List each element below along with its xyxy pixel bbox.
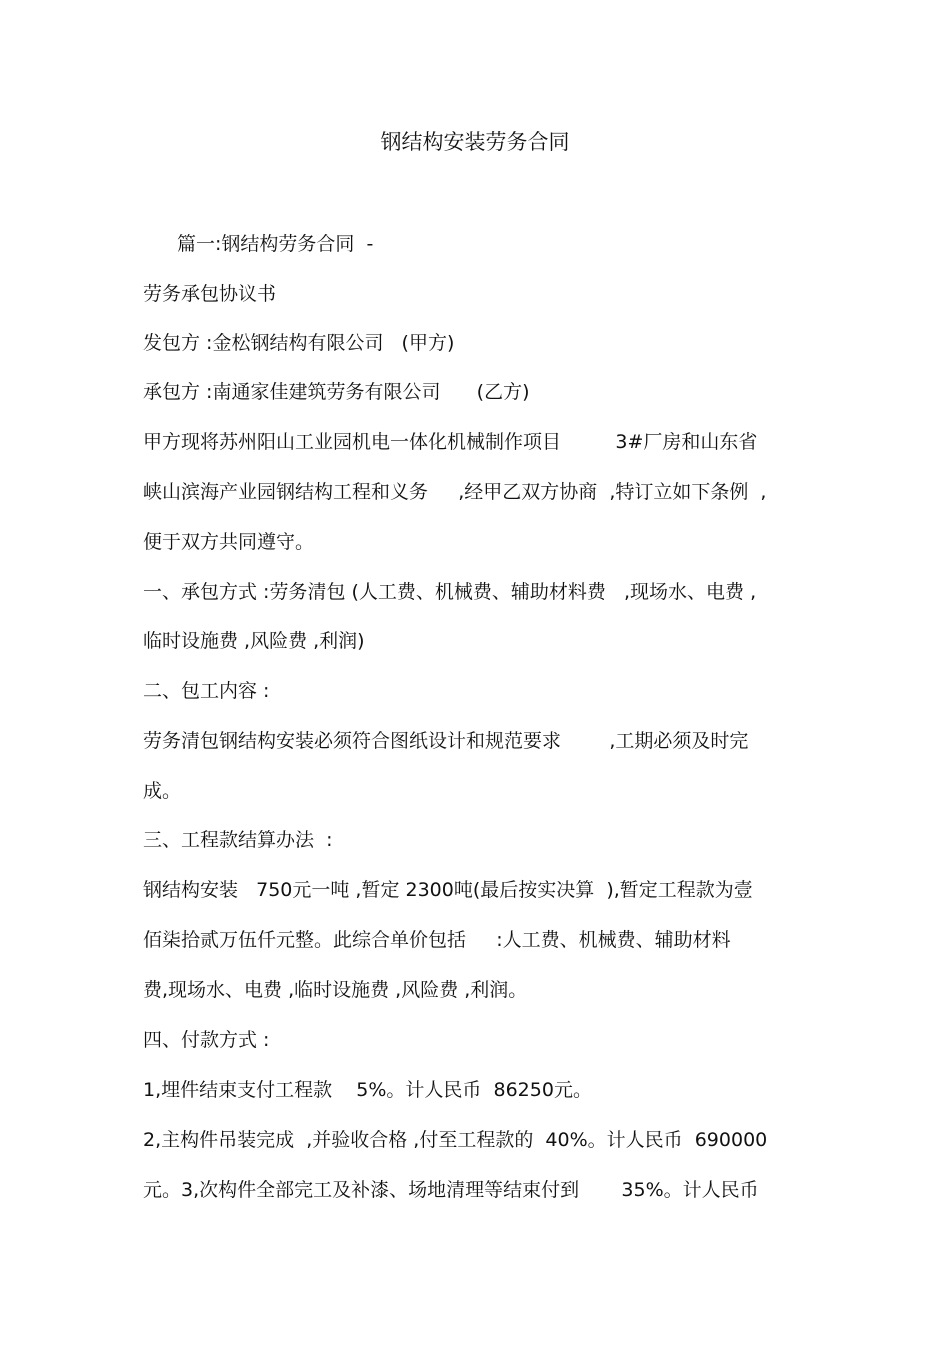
party-b-line: 承包方 :南通家佳建筑劳务有限公司 (乙方) bbox=[143, 381, 530, 403]
clause-three-heading: 三、工程款结算办法 : bbox=[143, 829, 333, 851]
section-heading-part-one: 篇一:钢结构劳务合同 - bbox=[177, 233, 374, 255]
payment-line: 1,埋件结束支付工程款 5%。计人民币 86250元。 bbox=[143, 1079, 592, 1101]
clause-three-line: 佰柒拾贰万伍仟元整。此综合单价包括 :人工费、机械费、辅助材料 bbox=[143, 929, 731, 951]
clause-one-line: 一、承包方式 :劳务清包 (人工费、机械费、辅助材料费 ,现场水、电费 , bbox=[143, 581, 757, 603]
body-line: 甲方现将苏州阳山工业园机电一体化机械制作项目 3#厂房和山东省 bbox=[143, 431, 758, 453]
clause-three-line: 钢结构安装 750元一吨 ,暂定 2300吨(最后按实决算 ),暂定工程款为壹 bbox=[143, 879, 753, 901]
clause-two-heading: 二、包工内容 : bbox=[143, 680, 270, 702]
payment-line: 元。3,次构件全部完工及补漆、场地清理等结束付到 35%。计人民币 bbox=[143, 1179, 759, 1201]
document-title: 钢结构安装劳务合同 bbox=[380, 130, 570, 154]
clause-one-line: 临时设施费 ,风险费 ,利润) bbox=[143, 630, 365, 652]
payment-line: 2,主构件吊装完成 ,并验收合格 ,付至工程款的 40%。计人民币 690000 bbox=[143, 1129, 768, 1151]
agreement-heading: 劳务承包协议书 bbox=[143, 283, 277, 305]
body-line: 便于双方共同遵守。 bbox=[143, 531, 315, 553]
clause-two-line: 成。 bbox=[143, 780, 182, 802]
clause-four-heading: 四、付款方式 : bbox=[143, 1029, 270, 1051]
party-a-line: 发包方 :金松钢结构有限公司 (甲方) bbox=[143, 332, 455, 354]
clause-three-line: 费,现场水、电费 ,临时设施费 ,风险费 ,利润。 bbox=[143, 979, 528, 1001]
clause-two-line: 劳务清包钢结构安装必须符合图纸设计和规范要求 ,工期必须及时完 bbox=[143, 730, 749, 752]
body-line: 峡山滨海产业园钢结构工程和义务 ,经甲乙双方协商 ,特订立如下条例 , bbox=[143, 481, 767, 503]
